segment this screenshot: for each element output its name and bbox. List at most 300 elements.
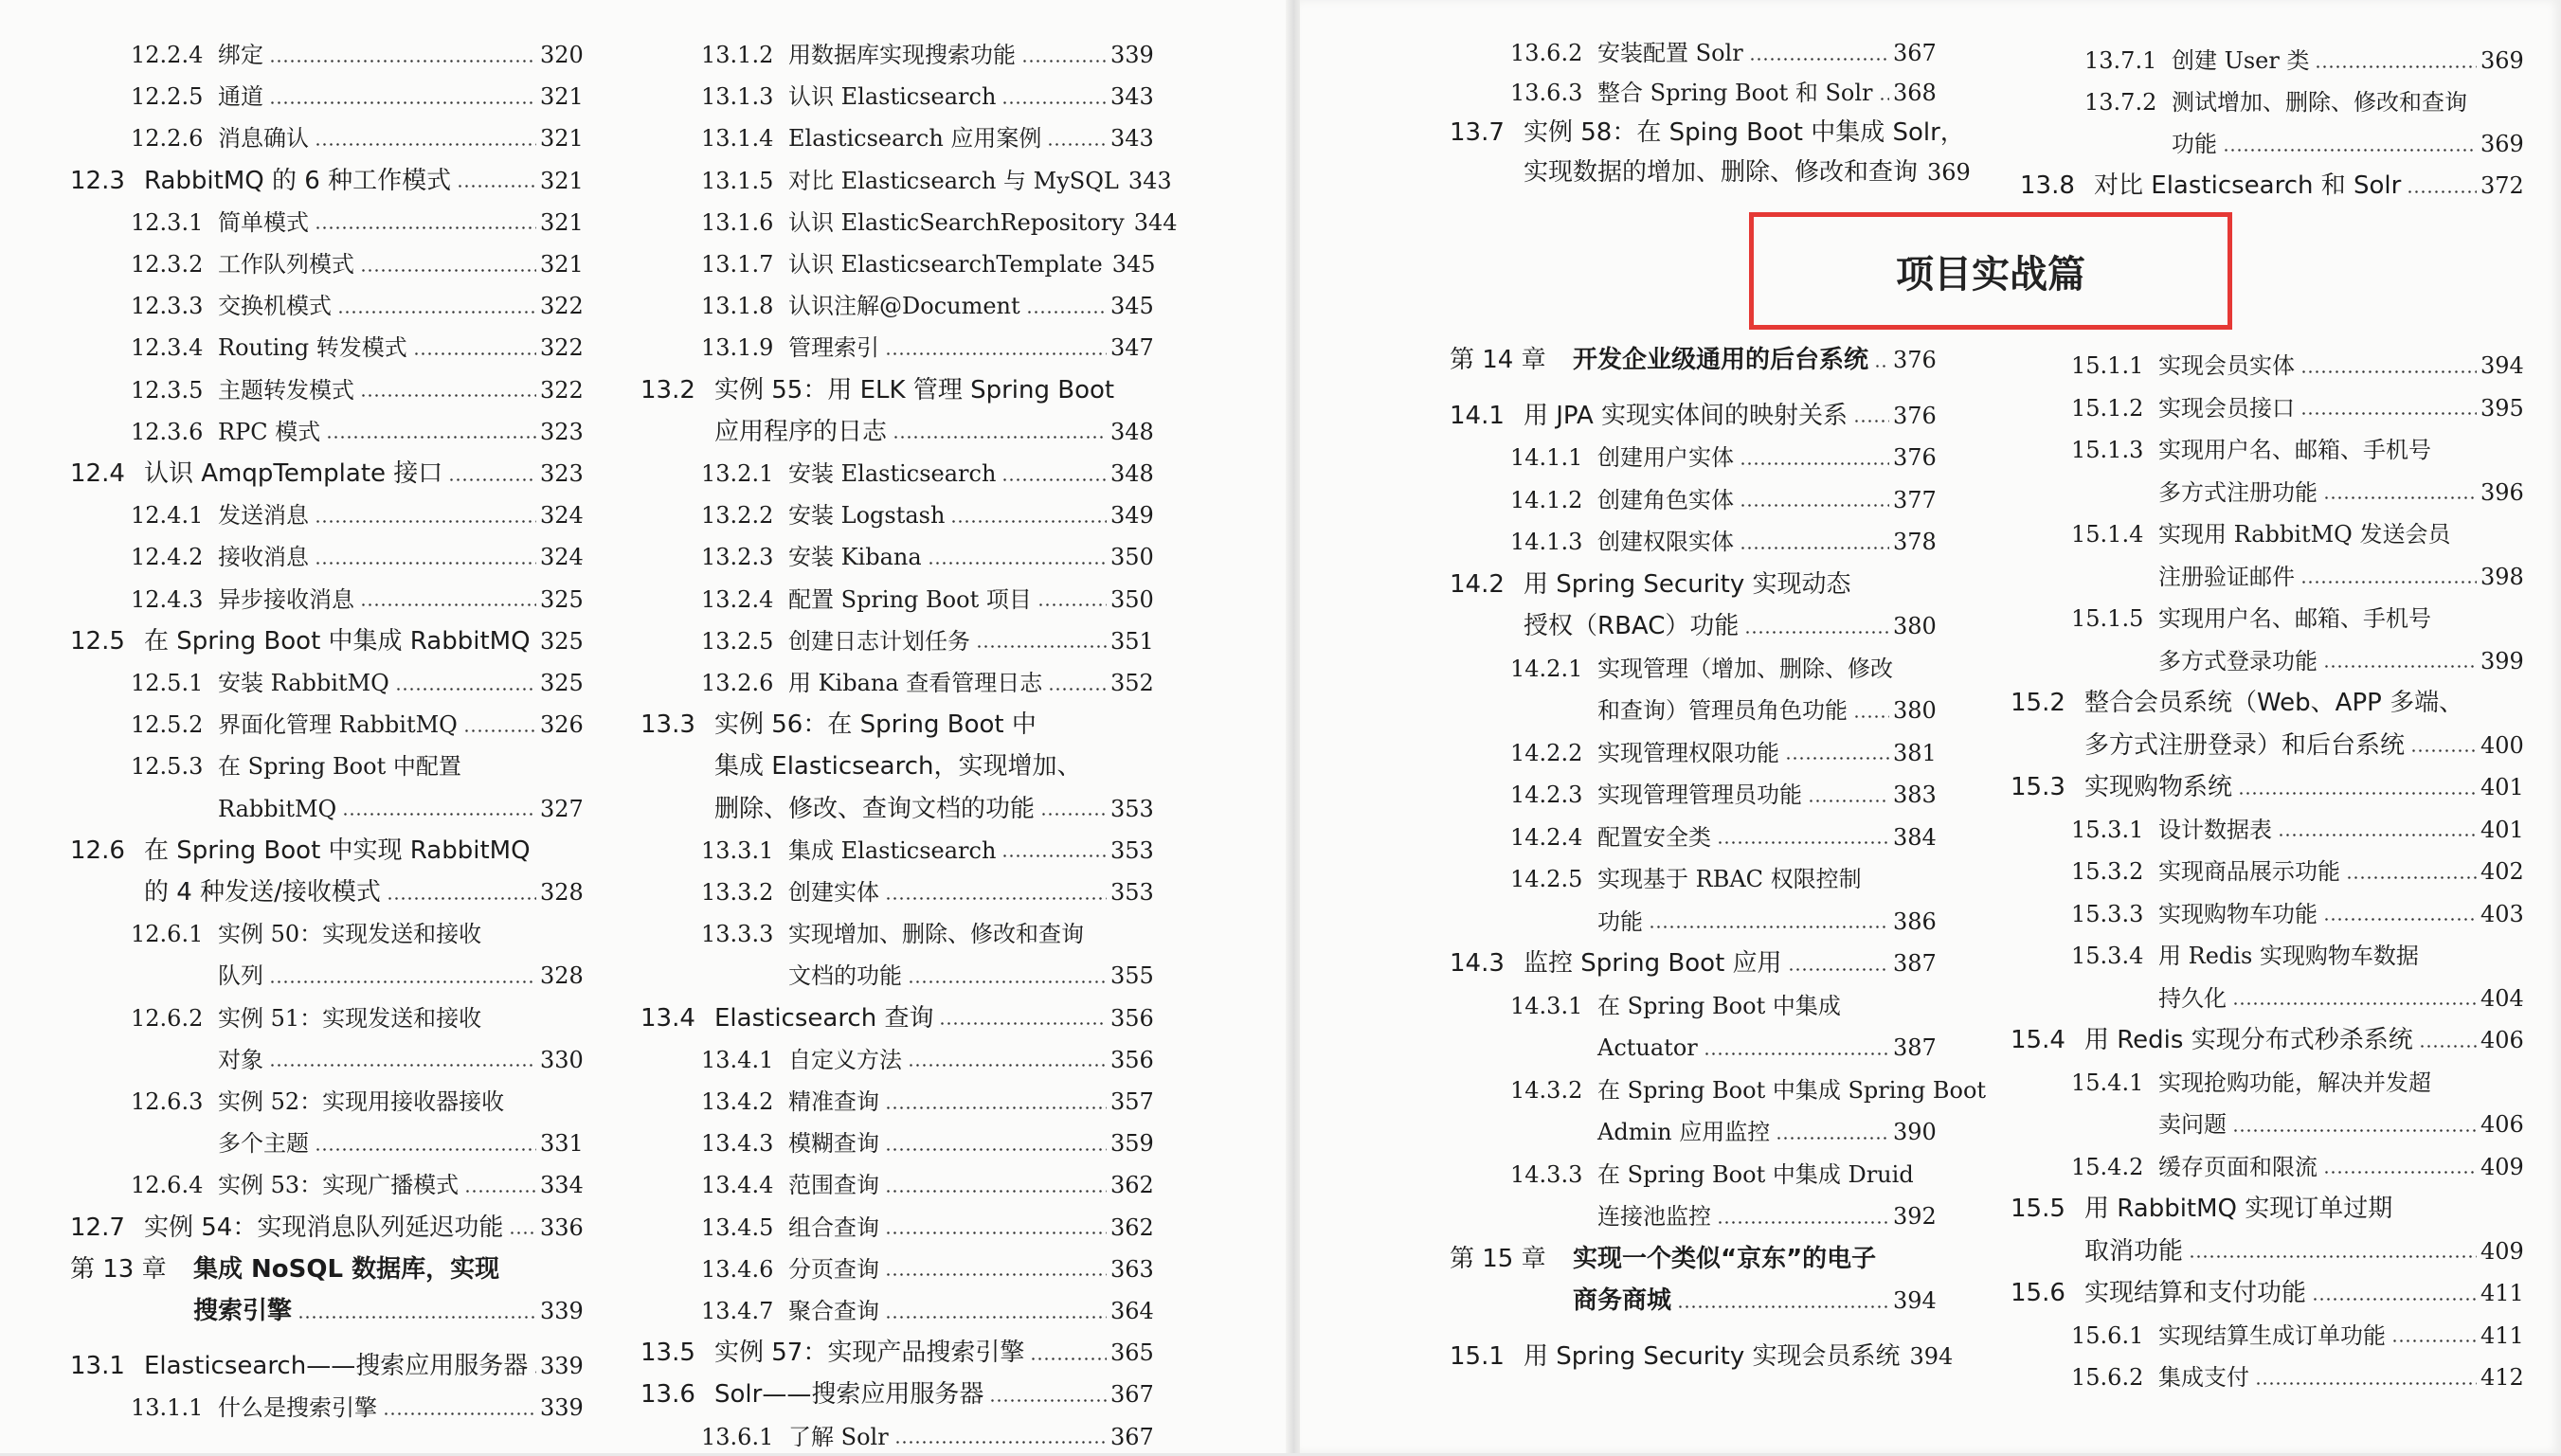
dot-leader: [2391, 1339, 2477, 1342]
toc-entry: [1510, 1156, 1935, 1194]
toc-entry-title: 实现用 RabbitMQ 发送会员: [2158, 515, 2450, 553]
toc-entry: [2011, 684, 2522, 722]
dot-leader: [395, 688, 536, 691]
toc-entry-title: 工作队列模式: [218, 245, 354, 283]
toc-entry-title: 安装配置 Solr: [1597, 34, 1743, 72]
toc-entry: [2071, 811, 2522, 849]
toc-entry-continuation: [193, 1292, 582, 1330]
dot-leader: [2300, 370, 2477, 373]
dot-leader: [885, 1231, 1107, 1234]
toc-entry: [701, 873, 1152, 911]
toc-entry-continuation: [218, 1041, 582, 1079]
toc-entry: [131, 747, 582, 785]
toc-entry-title: 交换机模式: [218, 287, 332, 325]
toc-entry-title: 主题转发模式: [218, 371, 354, 409]
toc-entry-number: 13.1.5: [701, 162, 788, 200]
toc-entry: [131, 999, 582, 1037]
toc-page-number: 390: [1893, 1113, 1935, 1151]
toc-entry-title: 实现会员实体: [2158, 347, 2295, 385]
toc-entry-number: 13.7.1: [2084, 42, 2172, 80]
toc-entry-title: 实例 52：实现用接收器接收: [218, 1083, 504, 1121]
toc-page-number: 377: [1893, 481, 1935, 519]
toc-entry: [131, 204, 582, 242]
toc-entry-title: 模糊查询: [788, 1124, 879, 1162]
toc-entry-title: 用 Redis 实现分布式秒杀系统: [2084, 1021, 2413, 1059]
toc-entry: [701, 1209, 1152, 1247]
toc-page-number: 364: [1110, 1292, 1152, 1330]
toc-page-number: 365: [1110, 1334, 1152, 1372]
toc-entry-title: 集成支付: [2158, 1358, 2249, 1396]
dot-leader: [1030, 1357, 1107, 1360]
toc-page-number: 380: [1893, 692, 1935, 729]
toc-entry-number: 15.1.5: [2071, 600, 2158, 638]
dot-leader: [1021, 60, 1107, 63]
toc-entry-number: 12.3.2: [131, 245, 218, 283]
toc-entry-continuation: [218, 957, 582, 995]
toc-entry-number: 12.4.1: [131, 496, 218, 534]
toc-entry-title: 整合 Spring Boot 和 Solr: [1597, 74, 1873, 112]
dot-leader: [1001, 854, 1107, 857]
toc-entry: [1510, 1071, 1935, 1109]
toc-entry: [640, 999, 1152, 1037]
toc-page-number: 325: [540, 664, 582, 702]
toc-entry-title: 缓存页面和限流: [2158, 1148, 2318, 1186]
toc-page-number: 367: [1893, 34, 1935, 72]
toc-entry: [701, 36, 1152, 74]
toc-entry-title-cont: 商务商城: [1573, 1282, 1671, 1320]
toc-entry-continuation: [1597, 1113, 1935, 1151]
dot-leader: [1048, 688, 1107, 691]
toc-entry: [2071, 853, 2522, 890]
dot-leader: [885, 1190, 1107, 1193]
toc-entry-title: 安装 Logstash: [788, 496, 945, 534]
toc-entry-title: RabbitMQ 的 6 种工作模式: [144, 162, 451, 200]
toc-page-number: 331: [540, 1124, 582, 1162]
toc-entry: [701, 455, 1152, 493]
toc-entry-continuation: [1524, 607, 1935, 645]
toc-page-number: 392: [1893, 1197, 1935, 1235]
toc-entry-title: 实例 54：实现消息队列延迟功能: [144, 1209, 503, 1247]
toc-entry-number: 15.3.1: [2071, 811, 2158, 849]
toc-entry: [701, 832, 1152, 870]
toc-entry-continuation: [2158, 1105, 2522, 1143]
toc-page-number: 323: [540, 455, 582, 493]
dot-leader: [448, 478, 536, 481]
toc-entry: [1510, 987, 1935, 1025]
toc-entry: [701, 581, 1152, 619]
toc-page-number: 336: [540, 1209, 582, 1247]
toc-page-number: 326: [540, 706, 582, 744]
toc-entry-number: 13.2.4: [701, 581, 788, 619]
toc-entry-title: 创建用户实体: [1597, 439, 1734, 476]
dot-leader: [315, 143, 536, 146]
toc-page-number: 409: [2480, 1148, 2522, 1186]
toc-page-number: 401: [2480, 811, 2522, 849]
dot-leader: [928, 562, 1107, 565]
toc-entry-number: 12.3.3: [131, 287, 218, 325]
toc-entry: [1450, 944, 1935, 982]
toc-entry: [640, 706, 1152, 744]
toc-page-number: 322: [540, 371, 582, 409]
toc-entry-title: 整合会员系统（Web、APP 多端、: [2084, 684, 2463, 722]
toc-entry-continuation: [1597, 692, 1935, 729]
toc-entry-number: 13.1.1: [131, 1389, 218, 1427]
dot-leader: [950, 520, 1107, 523]
dot-leader: [383, 1412, 536, 1415]
toc-entry-number: 12.3: [70, 162, 144, 200]
toc-page-number: 350: [1110, 581, 1152, 619]
toc-page-number: 409: [2480, 1232, 2522, 1270]
toc-entry: [2011, 1190, 2522, 1228]
dot-leader: [342, 813, 536, 816]
toc-entry-continuation: [1597, 1029, 1935, 1067]
toc-entry-title-cont: 取消功能: [2084, 1232, 2183, 1270]
toc-page-number: 325: [540, 581, 582, 619]
toc-page-number: 387: [1893, 1029, 1935, 1067]
toc-page-number: 411: [2480, 1317, 2522, 1355]
toc-page-number: 334: [540, 1166, 582, 1204]
toc-entry-title-cont: 注册验证邮件: [2158, 558, 2295, 596]
toc-entry-title: 实现商品展示功能: [2158, 853, 2340, 890]
toc-entry: [70, 162, 582, 200]
toc-entry-title: 绑定: [218, 36, 263, 74]
toc-entry-continuation: [714, 747, 1152, 785]
toc-page-number: 339: [540, 1292, 582, 1330]
dot-leader: [269, 60, 536, 63]
dot-leader: [2419, 1045, 2477, 1048]
toc-page-number: 412: [2480, 1358, 2522, 1396]
toc-entry-number: 12.5.2: [131, 706, 218, 744]
toc-entry: [131, 915, 582, 953]
toc-entry-title: 认识 Elasticsearch: [788, 78, 996, 116]
toc-entry-title: 配置 Spring Boot 项目: [788, 581, 1032, 619]
toc-entry-title: 范围查询: [788, 1166, 879, 1204]
toc-entry-title-cont: 对象: [218, 1041, 263, 1079]
toc-entry-continuation: [1573, 1282, 1935, 1320]
toc-entry: [70, 1209, 582, 1247]
dot-leader: [2410, 749, 2477, 752]
toc-entry: [70, 832, 582, 870]
toc-entry: [1450, 397, 1935, 435]
toc-entry-number: 13.3.1: [701, 832, 788, 870]
toc-entry-number: 13.7: [1450, 114, 1524, 152]
toc-entry: [701, 1041, 1152, 1079]
dot-leader: [885, 1106, 1107, 1109]
toc-entry-number: 12.4.2: [131, 538, 218, 576]
toc-entry: [131, 36, 582, 74]
toc-entry-number: 12.6.2: [131, 999, 218, 1037]
toc-entry-number: 13.4.2: [701, 1083, 788, 1121]
toc-entry-title-cont: 删除、修改、查询文档的功能: [714, 790, 1035, 828]
toc-entry-number: 14.2.5: [1510, 860, 1597, 898]
toc-entry-number: 15.3.2: [2071, 853, 2158, 890]
toc-entry-number: 13.1.3: [701, 78, 788, 116]
toc-entry-title-cont: 持久化: [2158, 980, 2227, 1017]
toc-page-number: 402: [2480, 853, 2522, 890]
toc-entry: [2071, 895, 2522, 933]
toc-page-number: 339: [540, 1347, 582, 1385]
toc-entry: [131, 245, 582, 283]
toc-page-number: 324: [540, 496, 582, 534]
toc-page-number: 339: [540, 1389, 582, 1427]
toc-page-number: 348: [1110, 413, 1152, 451]
toc-entry: [131, 664, 582, 702]
toc-entry-title: 在 Spring Boot 中集成 Druid: [1597, 1156, 1914, 1194]
toc-entry-continuation: [144, 873, 582, 911]
toc-entry-title: 接收消息: [218, 538, 309, 576]
toc-entry-number: 12.6.1: [131, 915, 218, 953]
toc-entry: [1510, 523, 1935, 561]
dot-leader: [1788, 968, 1889, 971]
toc-entry-number: 12.4: [70, 455, 144, 493]
toc-entry-title: 认识 AmqpTemplate 接口: [144, 455, 442, 493]
dot-leader: [1037, 603, 1107, 606]
toc-entry-title: 创建日志计划任务: [788, 622, 970, 660]
dot-leader: [315, 1148, 536, 1151]
toc-entry-number: 15.5: [2011, 1190, 2084, 1228]
toc-entry-title: 实现会员接口: [2158, 389, 2295, 427]
toc-entry: [131, 538, 582, 576]
dot-leader: [315, 520, 536, 523]
toc-page-number: 327: [540, 790, 582, 828]
toc-page-number: 321: [540, 204, 582, 242]
dot-leader: [2323, 496, 2477, 499]
toc-entry-title: 实现用户名、邮箱、手机号: [2158, 431, 2431, 469]
toc-entry-number: 15.1.2: [2071, 389, 2158, 427]
dot-leader: [326, 436, 536, 439]
toc-entry-number: 15.1.1: [2071, 347, 2158, 385]
toc-entry-title: 了解 Solr: [788, 1418, 889, 1456]
toc-page-number: 356: [1110, 999, 1152, 1037]
toc-entry: [701, 162, 1152, 200]
toc-entry: [70, 1250, 582, 1288]
toc-entry-number: 14.1.2: [1510, 481, 1597, 519]
dot-leader: [464, 1190, 536, 1193]
toc-page-number: 353: [1110, 832, 1152, 870]
toc-page-number: 322: [540, 329, 582, 367]
toc-entry-title: 实例 58：在 Sping Boot 中集成 Solr，: [1524, 114, 1965, 152]
toc-entry: [701, 204, 1152, 242]
toc-entry: [1510, 734, 1935, 772]
dot-leader: [269, 101, 536, 104]
toc-entry: [640, 1375, 1152, 1413]
toc-page-number: 372: [2480, 167, 2522, 205]
toc-column: [640, 0, 1152, 1453]
toc-entry-title-cont: 卖问题: [2158, 1105, 2227, 1143]
dot-leader: [893, 436, 1107, 439]
toc-entry-number: 12.2.4: [131, 36, 218, 74]
dot-leader: [360, 394, 536, 397]
toc-entry-title-cont: 文档的功能: [788, 957, 902, 995]
toc-page-number: 330: [540, 1041, 582, 1079]
toc-entry: [2071, 347, 2522, 385]
toc-entry-title: 创建权限实体: [1597, 523, 1734, 561]
toc-entry-title-cont: 多方式注册功能: [2158, 474, 2318, 512]
toc-entry-title: 实例 50：实现发送和接收: [218, 915, 481, 953]
toc-entry-number: 14.2.1: [1510, 650, 1597, 688]
toc-page-number: 368: [1893, 74, 1935, 112]
dot-leader: [463, 729, 536, 732]
toc-entry: [2071, 1358, 2522, 1396]
toc-entry-title: 创建角色实体: [1597, 481, 1734, 519]
dot-leader: [315, 226, 536, 229]
toc-entry-number: 13.2.5: [701, 622, 788, 660]
toc-entry-continuation: [1597, 1197, 1935, 1235]
toc-page-number: 353: [1110, 790, 1152, 828]
toc-entry-title-cont: 和查询）管理员角色功能: [1597, 692, 1848, 729]
toc-entry-number: 13.1.2: [701, 36, 788, 74]
toc-entry-title: 配置安全类: [1597, 818, 1711, 856]
toc-entry: [1450, 341, 1935, 379]
toc-page-number: 324: [540, 538, 582, 576]
toc-entry-title: 安装 RabbitMQ: [218, 664, 389, 702]
dot-leader: [2323, 1171, 2477, 1174]
dot-leader: [413, 352, 536, 355]
toc-entry: [70, 622, 582, 660]
toc-entry-number: 15.4.1: [2071, 1064, 2158, 1102]
dot-leader: [2323, 918, 2477, 921]
toc-entry-title: 实现结算生成订单功能: [2158, 1317, 2386, 1355]
toc-entry-title: 用 Spring Security 实现会员系统: [1524, 1338, 1900, 1375]
toc-entry-number: 12.3.6: [131, 413, 218, 451]
dot-leader: [315, 562, 536, 565]
dot-leader: [1717, 1221, 1889, 1224]
toc-page-number: 362: [1110, 1166, 1152, 1204]
toc-page-number: 320: [540, 36, 582, 74]
toc-entry: [701, 915, 1152, 953]
toc-entry-title: 安装 Kibana: [788, 538, 922, 576]
toc-entry-title: 用数据库实现搜索功能: [788, 36, 1016, 74]
toc-entry-number: 12.3.1: [131, 204, 218, 242]
toc-page-number: 322: [540, 287, 582, 325]
toc-entry: [2071, 600, 2522, 638]
toc-entry-title: 创建实体: [788, 873, 879, 911]
dot-leader: [908, 1064, 1107, 1067]
toc-page-number: 350: [1110, 538, 1152, 576]
toc-entry-title: 在 Spring Boot 中集成: [1597, 987, 1841, 1025]
toc-page-number: 406: [2480, 1105, 2522, 1143]
toc-entry-continuation: [714, 790, 1152, 828]
dot-leader: [2300, 412, 2477, 415]
toc-page-number: 396: [2480, 474, 2522, 512]
toc-entry: [131, 371, 582, 409]
toc-entry-title: 用 Redis 实现购物车数据: [2158, 937, 2419, 975]
dot-leader: [1853, 715, 1889, 718]
toc-page-number: 363: [1110, 1250, 1152, 1288]
toc-entry-title: 实例 57：实现产品搜索引擎: [714, 1334, 1024, 1372]
dot-leader: [908, 980, 1107, 983]
toc-entry-title-cont: 连接池监控: [1597, 1197, 1711, 1235]
toc-entry: [701, 538, 1152, 576]
toc-entry: [1510, 481, 1935, 519]
toc-entry-number: 14.1: [1450, 397, 1524, 435]
dot-leader: [1740, 462, 1889, 465]
dot-leader: [1040, 813, 1107, 816]
toc-entry-number: 14.2.3: [1510, 776, 1597, 814]
toc-entry: [2011, 1021, 2522, 1059]
toc-page-number: 394: [2480, 347, 2522, 385]
toc-entry: [2071, 1317, 2522, 1355]
toc-entry-number: 12.6: [70, 832, 144, 870]
toc-entry-title: 认识 ElasticsearchTemplate: [788, 245, 1103, 283]
toc-entry-title: 在 Spring Boot 中集成 Spring Boot: [1597, 1071, 1986, 1109]
toc-entry-number: 14.1.1: [1510, 439, 1597, 476]
toc-entry: [2011, 768, 2522, 806]
toc-entry-continuation: [2084, 727, 2522, 764]
dot-leader: [1026, 311, 1107, 314]
dot-leader: [1740, 504, 1889, 507]
dot-leader: [533, 1371, 536, 1374]
toc-entry-title-cont: 授权（RBAC）功能: [1524, 607, 1739, 645]
dot-leader: [2323, 665, 2477, 668]
toc-entry-number: 13.4.4: [701, 1166, 788, 1204]
toc-entry-title: 测试增加、删除、修改和查询: [2172, 83, 2467, 121]
toc-page-number: 362: [1110, 1209, 1152, 1247]
toc-entry-title: 设计数据表: [2158, 811, 2272, 849]
toc-entry-title: Elasticsearch 应用案例: [788, 119, 1041, 157]
toc-entry-title: 用 Spring Security 实现动态: [1524, 566, 1850, 603]
toc-entry-number: 13.2.2: [701, 496, 788, 534]
toc-entry: [701, 287, 1152, 325]
toc-entry-title: 实现基于 RBAC 权限控制: [1597, 860, 1862, 898]
toc-entry-title: 创建 User 类: [2172, 42, 2309, 80]
toc-entry-title: 在 Spring Boot 中配置: [218, 747, 461, 785]
toc-entry-title: 实例 53：实现广播模式: [218, 1166, 459, 1204]
toc-entry: [701, 1166, 1152, 1204]
toc-entry: [131, 581, 582, 619]
toc-entry-number: 12.6.3: [131, 1083, 218, 1121]
dot-leader: [1001, 478, 1107, 481]
toc-page-number: 383: [1893, 776, 1935, 814]
dot-leader: [1744, 631, 1889, 634]
toc-entry: [131, 1083, 582, 1121]
toc-entry-continuation: [788, 957, 1152, 995]
toc-entry-title: 实现用户名、邮箱、手机号: [2158, 600, 2431, 638]
dot-leader: [976, 645, 1107, 648]
toc-page-number: 394: [1909, 1338, 1951, 1375]
toc-page-number: 367: [1110, 1418, 1152, 1456]
toc-entry-number: 12.2.5: [131, 78, 218, 116]
toc-entry-title: 发送消息: [218, 496, 309, 534]
toc-entry: [70, 455, 582, 493]
toc-entry-title: 用 Kibana 查看管理日志: [788, 664, 1042, 702]
toc-page-number: 325: [540, 622, 582, 660]
toc-entry-title-cont: 功能: [2172, 125, 2217, 163]
toc-entry-title: 安装 Elasticsearch: [788, 455, 996, 493]
toc-entry-title: 实现购物车功能: [2158, 895, 2318, 933]
dot-leader: [2312, 1298, 2477, 1301]
toc-page-number: 394: [1893, 1282, 1935, 1320]
dot-leader: [1704, 1052, 1889, 1055]
section-banner-highlight: [1749, 212, 2232, 330]
toc-entry-title-cont: 多个主题: [218, 1124, 309, 1162]
toc-entry: [701, 1292, 1152, 1330]
toc-page-number: 384: [1893, 818, 1935, 856]
toc-page-number: 367: [1110, 1375, 1152, 1413]
toc-entry-number: 15.3.4: [2071, 937, 2158, 975]
toc-entry-continuation: [2158, 980, 2522, 1017]
toc-entry-number: 13.6.1: [701, 1418, 788, 1456]
toc-page-number: 387: [1893, 944, 1935, 982]
toc-entry: [701, 664, 1152, 702]
toc-entry-number: 12.5.3: [131, 747, 218, 785]
toc-entry-number: 13.6.3: [1510, 74, 1597, 112]
toc-entry-number: 13.4.5: [701, 1209, 788, 1247]
toc-entry-title: 在 Spring Boot 中实现 RabbitMQ: [144, 832, 531, 870]
dot-leader: [1853, 420, 1889, 422]
toc-entry-title: 实现管理权限功能: [1597, 734, 1779, 772]
toc-page-number: 343: [1110, 119, 1152, 157]
